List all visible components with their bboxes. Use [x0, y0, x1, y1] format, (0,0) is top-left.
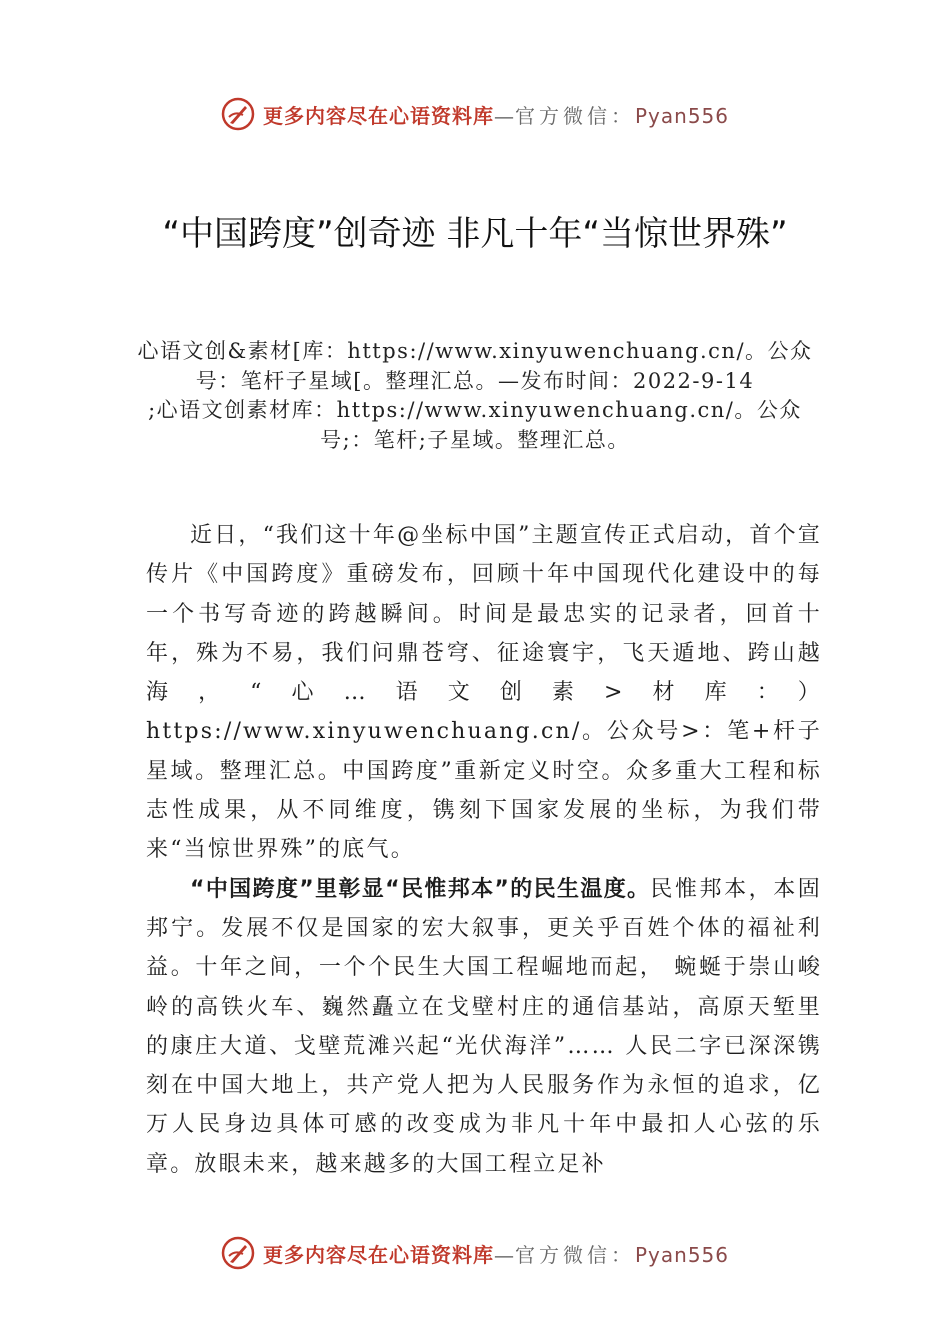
source-meta [135, 337, 815, 455]
banner-text [263, 1239, 729, 1268]
document-title: “中国跨度”创奇迹 非凡十年“当惊世界殊” [162, 214, 788, 254]
quill-logo-icon [221, 97, 255, 131]
banner-dash: — [493, 1242, 515, 1267]
meta-line-2: ;心语文创素材库：https://www.xinyuwenchuang.cn/。公众号;：笔杆;子星域。整理汇总。 [148, 398, 802, 452]
paragraph-2 [146, 870, 822, 1184]
document-body [146, 516, 822, 1184]
paragraph-1: 近日，“我们这十年@坐标中国”主题宣传正式启动，首个宣传片《中国跨度》重磅发布，回顾十年中国现代化建设中的每一个书写奇迹的跨越瞬间。时间是最忠实的记录者，回首十年，殊为不易，我们问鼎苍穹、征途寰宇，飞天遁地、跨山越海，“心…语文创素>材库：）https://www.xinyuwenchuang.cn/。公众号>：笔+杆子星域。整理汇总。中国跨度”重新定义时空。众多重大工程和标志性成果，从不同维度，镌刻下国家发展的坐标，为我们带来“当惊世界殊”的底气。 [146, 523, 822, 863]
meta-line-1: 心语文创&素材[库：https://www.xinyuwenchuang.cn/。公众号：笔杆子星域[。整理汇总。—发布时间：2022-9-14 [137, 339, 813, 393]
banner-wechat-id: Pyan556 [634, 103, 729, 128]
banner-wechat-label: 官方微信： [514, 1242, 635, 1267]
footer-banner [0, 1233, 950, 1273]
banner-wechat-id: Pyan556 [634, 1242, 729, 1267]
paragraph-2-lead: “中国跨度”里彰显“民惟邦本”的民生温度。 [190, 876, 651, 902]
quill-logo-icon [221, 1236, 255, 1270]
banner-dash: — [493, 103, 515, 128]
banner-slogan: 更多内容尽在心语资料库 [262, 103, 494, 128]
banner-slogan: 更多内容尽在心语资料库 [262, 1242, 494, 1267]
banner-text [263, 100, 729, 129]
banner-wechat-label: 官方微信： [514, 103, 635, 128]
header-banner [0, 94, 950, 134]
paragraph-2-text: 民惟邦本，本固邦宁。发展不仅是国家的宏大叙事，更关乎百姓个体的福祉利益。十年之间，一个个民生大国工程崛地而起， 蜿蜒于崇山峻岭的高铁火车、巍然矗立在戈壁村庄的通信基站，高原天堑里的康庄大道、戈壁荒滩兴起“光伏海洋”…… 人民二字已深深镌刻在中国大地上，共产党人把为人民服务作为永恒的追求，亿万人民身边具体可感的改变成为非凡十年中最扣人心弦的乐章。放眼未来，越来越多的大国工程立足补 [146, 876, 822, 1177]
